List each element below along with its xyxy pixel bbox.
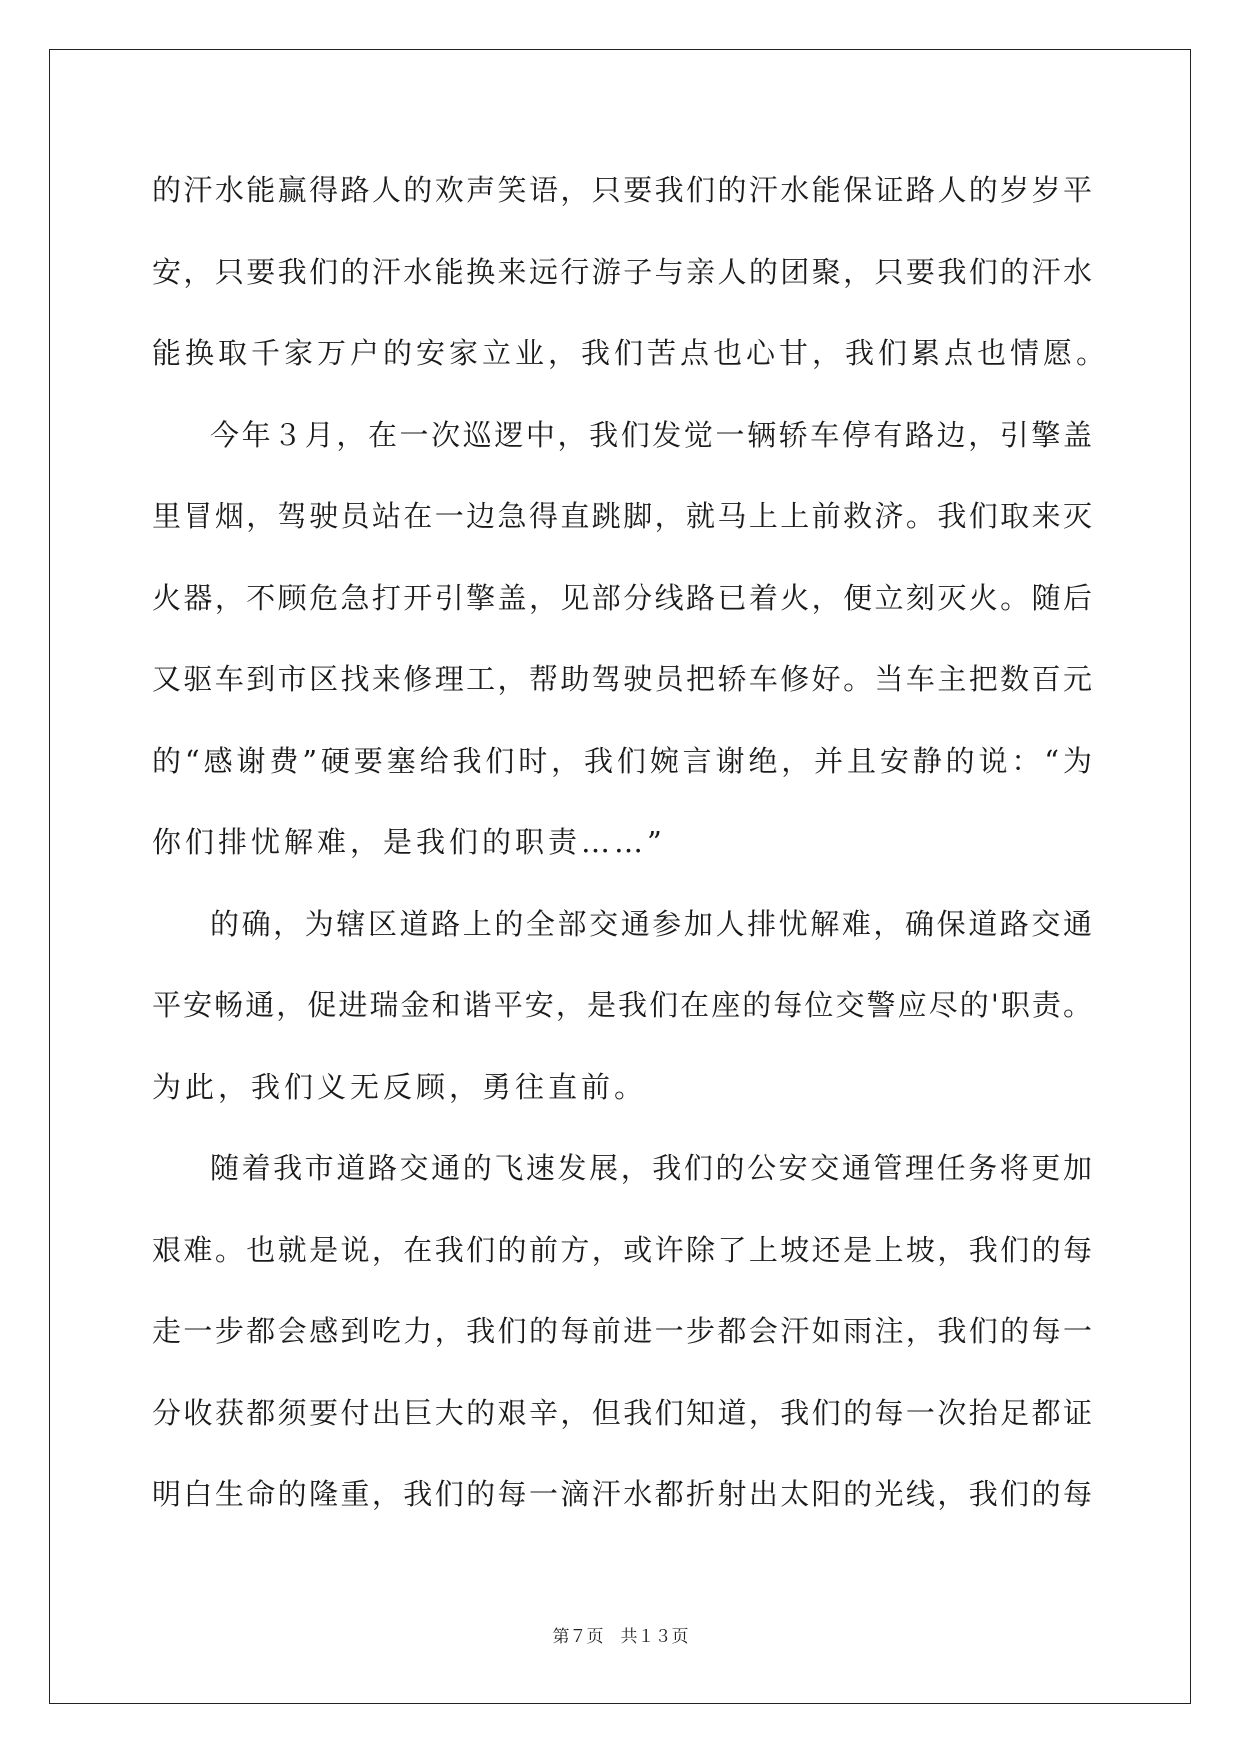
paragraph-first-line: 今年３月，在一次巡逻中，我们发觉一辆轿车停有路边，引擎盖 — [210, 417, 1092, 452]
text-line: 分收获都须要付出巨大的艰辛，但我们知道，我们的每一次抬足都证 — [152, 1395, 1092, 1430]
text-line: 你们排忧解难，是我们的职责……” — [152, 825, 666, 859]
text-line: 艰难。也就是说，在我们的前方，或许除了上坡还是上坡，我们的每 — [152, 1232, 1092, 1267]
text-line: 又驱车到市区找来修理工，帮助驾驶员把轿车修好。当车主把数百元 — [152, 662, 1092, 696]
text-line: 的汗水能赢得路人的欢声笑语，只要我们的汗水能保证路人的岁岁平 — [152, 173, 1092, 207]
text-line: 的“感谢费”硬要塞给我们时，我们婉言谢绝，并且安静的说：“为 — [152, 743, 1092, 778]
text-line: 平安畅通，促进瑞金和谐平安，是我们在座的每位交警应尽的'职责。 — [152, 988, 1092, 1022]
paragraph-first-line: 随着我市道路交通的飞速发展，我们的公安交通管理任务将更加 — [210, 1151, 1092, 1185]
text-line: 明白生命的隆重，我们的每一滴汗水都折射出太阳的光线，我们的每 — [152, 1477, 1092, 1511]
text-line: 安，只要我们的汗水能换来远行游子与亲人的团聚，只要我们的汗水 — [152, 254, 1092, 289]
text-line: 为此，我们义无反顾，勇往直前。 — [152, 1069, 648, 1104]
document-body — [152, 150, 1110, 1536]
text-line: 能换取千家万户的安家立业，我们苦点也心甘，我们累点也情愿。 — [152, 336, 1110, 370]
text-line: 走一步都会感到吃力，我们的每前进一步都会汗如雨注，我们的每一 — [152, 1314, 1092, 1348]
page-number: 第７页 共１３页 — [552, 1627, 689, 1647]
text-line: 里冒烟，驾驶员站在一边急得直跳脚，就马上上前救济。我们取来灭 — [152, 499, 1092, 533]
text-line: 火器，不顾危急打开引擎盖，见部分线路已着火，便立刻灭火。随后 — [152, 580, 1092, 615]
paragraph-first-line: 的确，为辖区道路上的全部交通参加人排忧解难，确保道路交通 — [210, 906, 1092, 941]
